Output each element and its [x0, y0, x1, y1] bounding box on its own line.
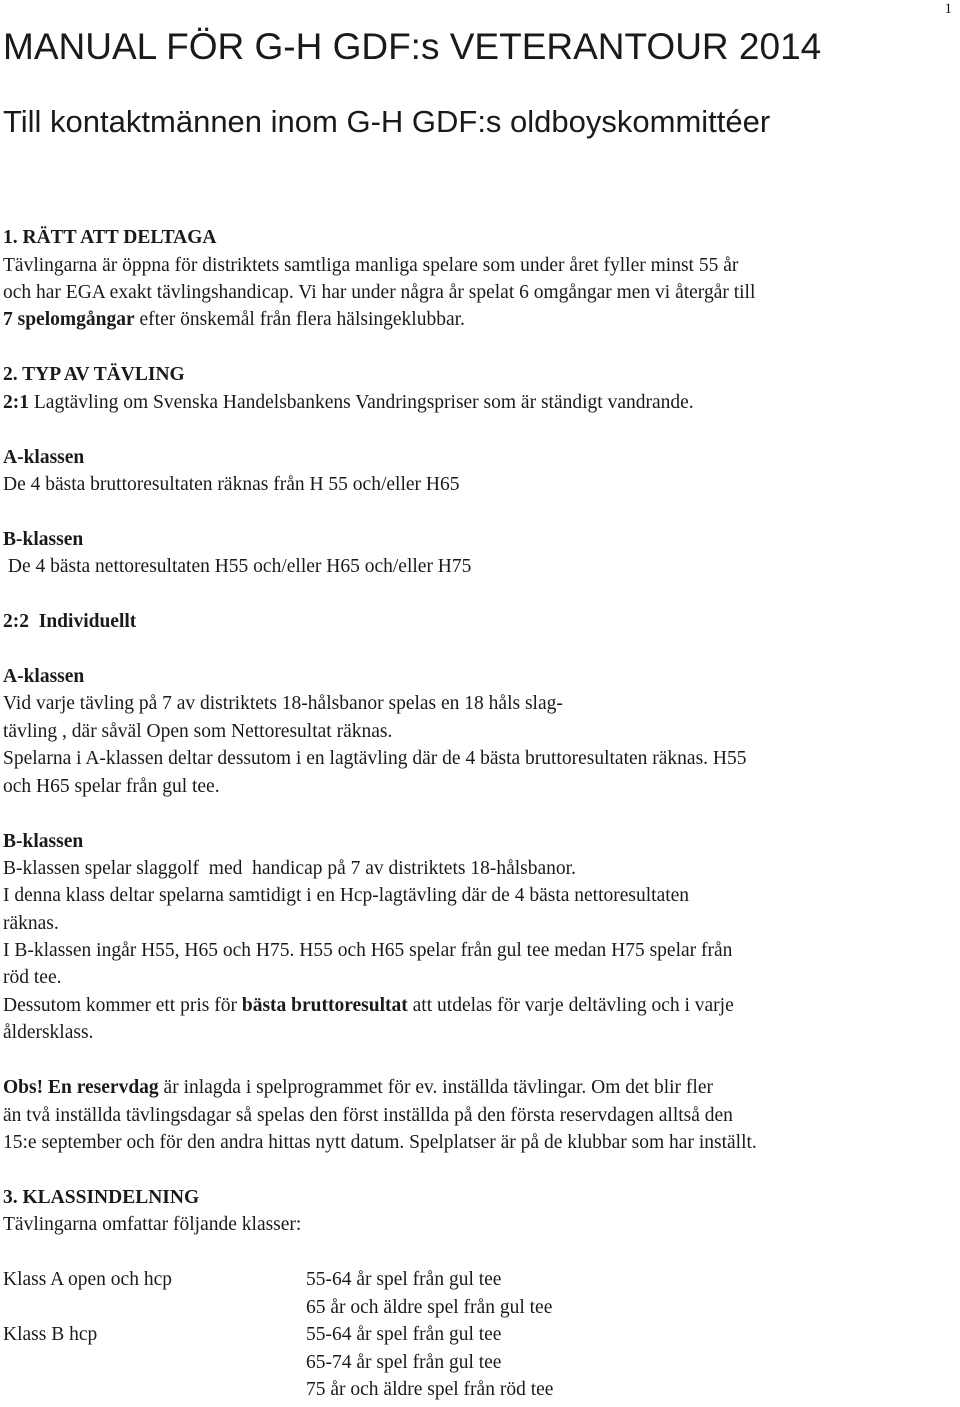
- team-b-text: De 4 bästa nettoresultaten H55 och/eller H65 och/eller H75: [3, 556, 472, 577]
- bold-basta-bruttoresultat: bästa bruttoresultat: [241, 995, 408, 1016]
- ind-b-line3: räknas.: [3, 913, 59, 934]
- ind-b-line6-post: att utdelas för varje deltävling och i varje: [407, 995, 734, 1016]
- sub1-text: Lagtävling om Svenska Handelsbankens Vandringspriser som är ständigt vandrande.: [29, 392, 694, 413]
- ind-b-line6-pre: Dessutom kommer ett pris för: [3, 995, 242, 1016]
- team-a-text: De 4 bästa bruttoresultaten räknas från H 55 och/eller H65: [3, 474, 460, 495]
- ind-a-line3: Spelarna i A-klassen deltar dessutom i en lagtävling där de 4 bästa bruttoresultaten räknas. H55: [3, 748, 747, 769]
- class-b-row: 55-64 år spel från gul tee: [306, 1324, 502, 1345]
- section1-heading: 1. RÄTT ATT DELTAGA: [3, 227, 217, 248]
- ind-b-line2: I denna klass deltar spelarna samtidigt i en Hcp-lagtävling där de 4 bästa nettoresultaten: [3, 885, 690, 906]
- class-a-row: 65 år och äldre spel från gul tee: [306, 1297, 553, 1318]
- ind-b-line5: röd tee.: [3, 967, 62, 988]
- obs-label: Obs!: [3, 1077, 44, 1098]
- section3-heading: 3. KLASSINDELNING: [3, 1187, 200, 1208]
- sub1-label: 2:1: [3, 392, 29, 413]
- section1-line3-rest: efter önskemål från flera hälsingeklubbar.: [134, 309, 465, 330]
- ind-b-line4: I B-klassen ingår H55, H65 och H75. H55 och H65 spelar från gul tee medan H75 spelar från: [3, 940, 733, 961]
- obs-reservdag: En reservdag: [47, 1077, 159, 1098]
- section2-heading: 2. TYP AV TÄVLING: [3, 364, 185, 385]
- document-title: MANUAL FÖR G-H GDF:s VETERANTOUR 2014: [3, 26, 822, 67]
- obs-line1-rest: är inlagda i spelprogrammet för ev. inställda tävlingar. Om det blir fler: [158, 1077, 713, 1098]
- obs-line3: 15:e september och för den andra hittas nytt datum. Spelplatser är på de klubbar som har inställt.: [3, 1132, 757, 1153]
- class-b-label: Klass B hcp: [3, 1324, 98, 1345]
- individual-heading: 2:2 Individuellt: [3, 611, 137, 632]
- section2-sub1: [3, 391, 694, 415]
- page-number: 1: [944, 1, 952, 17]
- obs-line1: [3, 1076, 713, 1100]
- section1-line3: [3, 308, 465, 332]
- document-subtitle: Till kontaktmännen inom G-H GDF:s oldboyskommittéer: [3, 104, 771, 139]
- section1-line1: Tävlingarna är öppna för distriktets samtliga manliga spelare som under året fyller minst 55 år: [3, 255, 739, 276]
- ind-a-line4: och H65 spelar från gul tee.: [3, 776, 220, 797]
- ind-a-heading: A-klassen: [3, 666, 85, 687]
- class-a-row: 55-64 år spel från gul tee: [306, 1269, 502, 1290]
- ind-b-line1: B-klassen spelar slaggolf med handicap på 7 av distriktets 18-hålsbanor.: [3, 858, 576, 879]
- ind-b-heading: B-klassen: [3, 831, 84, 852]
- obs-line2: än två inställda tävlingsdagar så spelas den först inställda på den första reservdagen alltså den: [3, 1105, 733, 1126]
- class-b-row: 65-74 år spel från gul tee: [306, 1352, 502, 1373]
- class-a-label: Klass A open och hcp: [3, 1269, 172, 1290]
- ind-b-line7: åldersklass.: [3, 1022, 94, 1043]
- ind-a-line1: Vid varje tävling på 7 av distriktets 18-hålsbanor spelas en 18 håls slag-: [3, 693, 563, 714]
- team-b-heading: B-klassen: [3, 529, 84, 550]
- bold-spelomgangar: 7 spelomgångar: [3, 309, 135, 330]
- section3-intro: Tävlingarna omfattar följande klasser:: [3, 1214, 302, 1235]
- ind-a-line2: tävling , där såväl Open som Nettoresultat räknas.: [3, 721, 393, 742]
- section1-line2: och har EGA exakt tävlingshandicap. Vi har under några år spelat 6 omgångar men vi återgår till: [3, 282, 756, 303]
- team-a-heading: A-klassen: [3, 447, 85, 468]
- ind-b-line6: [3, 994, 734, 1018]
- class-b-row: 75 år och äldre spel från röd tee: [306, 1379, 554, 1400]
